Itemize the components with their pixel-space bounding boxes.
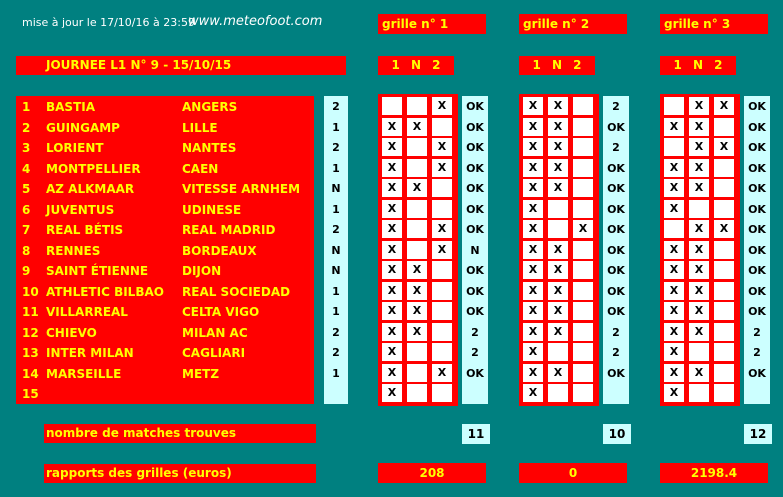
grid-ok-cell: 2 — [753, 346, 761, 359]
grid-ok-cell: OK — [748, 223, 766, 236]
grid-cell[interactable]: X — [689, 118, 709, 136]
grid-cell[interactable] — [432, 384, 452, 402]
grid-cell[interactable]: X — [664, 282, 684, 300]
away-team: REAL SOCIEDAD — [182, 284, 291, 299]
grid-cell[interactable]: X — [382, 159, 402, 177]
col-label-1: 1 — [391, 58, 400, 72]
grid-ok-cell: OK — [748, 182, 766, 195]
away-team: METZ — [182, 366, 220, 381]
grid-ok-cell: 2 — [612, 100, 620, 113]
grid-cell[interactable]: X — [689, 97, 709, 115]
grid-cell[interactable] — [407, 241, 427, 259]
home-team: LORIENT — [46, 141, 104, 155]
grid-ok-cell: 2 — [612, 325, 620, 339]
grid-cell[interactable] — [432, 302, 452, 320]
grid-cell[interactable]: X — [689, 364, 709, 382]
match-result: 1 — [332, 161, 340, 175]
grid-cell[interactable] — [432, 282, 452, 300]
grid-cell[interactable] — [407, 97, 427, 115]
match-result: 2 — [332, 100, 340, 113]
grid-ok-cell: OK — [466, 120, 484, 134]
grid-cell[interactable] — [714, 323, 734, 341]
grid-cell[interactable] — [432, 200, 452, 218]
col-label-n: N — [410, 58, 422, 72]
grid-cell[interactable] — [573, 343, 593, 361]
matches-list — [16, 96, 314, 404]
match-result: 1 — [332, 366, 340, 380]
grid-cell[interactable] — [407, 364, 427, 382]
grid-ok-cell — [462, 384, 488, 404]
grid-cell[interactable]: X — [664, 384, 684, 402]
home-team: VILLARREAL — [46, 305, 128, 319]
grid-cell[interactable]: X — [664, 343, 684, 361]
match-number: 2 — [22, 120, 31, 135]
col-label-1: 1 — [532, 58, 541, 72]
grid-cell[interactable]: X — [523, 384, 543, 402]
grid-1-marks — [378, 94, 458, 406]
grid-cell[interactable]: X — [432, 97, 452, 115]
grid-cell[interactable]: X — [523, 220, 543, 238]
grid-ok-cell: N — [470, 243, 480, 257]
home-team: INTER MILAN — [46, 346, 134, 360]
grid-cell[interactable]: X — [382, 118, 402, 136]
grid-cell[interactable]: X — [523, 282, 543, 300]
grid-cell[interactable]: X — [523, 138, 543, 156]
grid-cell[interactable]: X — [548, 323, 568, 341]
home-team: AZ ALKMAAR — [46, 182, 135, 196]
grid-cell[interactable]: X — [523, 343, 543, 361]
match-number: 4 — [22, 161, 31, 176]
grid-cell[interactable]: X — [689, 302, 709, 320]
grid-cell[interactable] — [573, 323, 593, 341]
home-team: SAINT ÉTIENNE — [46, 264, 149, 278]
grid-cell[interactable]: X — [407, 282, 427, 300]
grid-cell[interactable]: X — [664, 118, 684, 136]
grid-cell[interactable]: X — [382, 138, 402, 156]
grid-1-title: grille n° 1 — [378, 14, 486, 34]
grid-cell[interactable]: X — [382, 384, 402, 402]
match-row — [16, 179, 314, 199]
match-number: 12 — [22, 325, 39, 340]
grid-ok-cell: OK — [466, 100, 484, 113]
match-number: 10 — [22, 284, 39, 299]
grid-ok-cell: 2 — [612, 346, 620, 359]
home-team: RENNES — [46, 243, 101, 258]
away-team: BORDEAUX — [182, 243, 257, 258]
grid-ok-cell: OK — [607, 366, 625, 380]
grid-cell[interactable]: X — [407, 302, 427, 320]
grid-ok-cell: OK — [466, 305, 484, 318]
home-team: MONTPELLIER — [46, 161, 141, 176]
grid-cell[interactable] — [714, 241, 734, 259]
grid-ok-cell: OK — [607, 264, 625, 277]
grid-cell[interactable] — [714, 200, 734, 218]
match-number: 8 — [22, 243, 31, 258]
grid-cell[interactable]: X — [382, 220, 402, 238]
grid-ok-cell: OK — [466, 284, 484, 298]
grid-cell[interactable] — [407, 343, 427, 361]
grid-cell[interactable]: X — [407, 323, 427, 341]
grid-1-ok-column — [462, 96, 488, 404]
grid-cell[interactable]: X — [548, 179, 568, 197]
grid-cell[interactable] — [432, 261, 452, 279]
match-row — [16, 282, 314, 302]
grid-cell[interactable] — [548, 220, 568, 238]
grid-ok-cell: OK — [607, 305, 625, 318]
grid-ok-cell: OK — [466, 182, 484, 195]
match-result: 2 — [332, 141, 340, 154]
grid-cell[interactable]: X — [664, 200, 684, 218]
grid-2-ok-column — [603, 96, 629, 404]
grid-cell[interactable]: X — [432, 138, 452, 156]
grid-cell[interactable]: X — [548, 261, 568, 279]
grid-cell[interactable]: X — [689, 323, 709, 341]
grid-cell[interactable]: X — [548, 282, 568, 300]
grid-cell[interactable] — [689, 384, 709, 402]
away-team: UDINESE — [182, 202, 242, 217]
grid-ok-cell: OK — [748, 284, 766, 298]
grid-cell[interactable]: X — [664, 302, 684, 320]
grid-cell[interactable] — [714, 343, 734, 361]
results-column — [324, 96, 348, 404]
grid-ok-cell: OK — [607, 223, 625, 236]
match-row — [16, 343, 314, 363]
grid-cell[interactable] — [407, 138, 427, 156]
grid-1-count: 11 — [462, 424, 490, 444]
grid-1-col-labels — [378, 56, 454, 75]
grid-cell[interactable] — [714, 159, 734, 177]
grid-cell[interactable]: X — [432, 241, 452, 259]
grid-ok-cell: OK — [748, 202, 766, 216]
grid-cell[interactable]: X — [689, 138, 709, 156]
grid-cell[interactable]: X — [714, 220, 734, 238]
match-row — [16, 118, 314, 138]
grid-cell[interactable] — [573, 282, 593, 300]
grid-ok-cell: 2 — [753, 325, 761, 339]
grid-cell[interactable] — [432, 323, 452, 341]
grid-ok-cell: OK — [466, 161, 484, 175]
grid-2-title: grille n° 2 — [519, 14, 627, 34]
match-result: 2 — [332, 325, 340, 339]
match-number: 7 — [22, 223, 31, 237]
grid-ok-cell: OK — [748, 243, 766, 257]
grid-1-payout: 208 — [378, 463, 486, 483]
match-result: N — [331, 264, 341, 277]
grid-cell[interactable]: X — [523, 200, 543, 218]
grid-cell[interactable] — [548, 384, 568, 402]
grid-cell[interactable] — [714, 364, 734, 382]
home-team: ATHLETIC BILBAO — [46, 284, 164, 299]
match-row — [16, 200, 314, 220]
grid-ok-cell: OK — [466, 202, 484, 216]
grid-ok-cell: OK — [748, 120, 766, 134]
grid-2-payout: 0 — [519, 463, 627, 483]
grid-cell[interactable]: X — [407, 179, 427, 197]
grid-ok-cell: OK — [607, 284, 625, 298]
grid-cell[interactable]: X — [523, 323, 543, 341]
grid-cell[interactable] — [714, 118, 734, 136]
site-link[interactable]: www.meteofoot.com — [188, 14, 323, 29]
grid-cell[interactable]: X — [523, 179, 543, 197]
grid-cell[interactable] — [573, 261, 593, 279]
grid-cell[interactable] — [714, 302, 734, 320]
match-result: 2 — [332, 223, 340, 236]
grid-ok-cell — [744, 384, 770, 404]
grid-cell[interactable]: X — [432, 159, 452, 177]
grid-cell[interactable]: X — [689, 179, 709, 197]
grid-cell[interactable] — [573, 179, 593, 197]
grid-ok-cell: OK — [607, 202, 625, 216]
away-team: REAL MADRID — [182, 223, 276, 237]
home-team: MARSEILLE — [46, 366, 122, 381]
grid-cell[interactable]: X — [689, 261, 709, 279]
match-result: N — [331, 243, 341, 257]
match-result: 2 — [332, 346, 340, 359]
away-team: MILAN AC — [182, 325, 248, 340]
grid-cell[interactable] — [573, 97, 593, 115]
match-row — [16, 220, 314, 240]
grid-cell[interactable] — [714, 384, 734, 402]
grid-cell[interactable]: X — [432, 364, 452, 382]
col-label-2: 2 — [573, 58, 582, 72]
grid-cell[interactable] — [407, 159, 427, 177]
grid-cell[interactable] — [432, 118, 452, 136]
journee-title: JOURNEE L1 N° 9 - 15/10/15 — [16, 56, 346, 75]
grid-ok-cell: OK — [466, 366, 484, 380]
match-number: 6 — [22, 202, 31, 217]
grid-cell[interactable] — [664, 97, 684, 115]
grid-cell[interactable]: X — [664, 364, 684, 382]
match-row — [16, 138, 314, 158]
grid-cell[interactable]: X — [382, 200, 402, 218]
grid-3-ok-column — [744, 96, 770, 404]
grid-ok-cell: OK — [748, 161, 766, 175]
away-team: CAGLIARI — [182, 346, 246, 360]
grid-cell[interactable]: X — [523, 302, 543, 320]
grid-cell[interactable]: X — [382, 364, 402, 382]
grid-cell[interactable]: X — [382, 241, 402, 259]
grid-ok-cell: OK — [466, 264, 484, 277]
match-number: 1 — [22, 100, 31, 114]
grid-cell[interactable]: X — [548, 97, 568, 115]
grid-cell[interactable] — [573, 138, 593, 156]
grid-cell[interactable]: X — [382, 179, 402, 197]
grid-cell[interactable]: X — [382, 323, 402, 341]
grid-cell[interactable]: X — [664, 261, 684, 279]
grid-ok-cell: OK — [607, 120, 625, 134]
grid-cell[interactable]: X — [382, 282, 402, 300]
grid-cell[interactable] — [714, 179, 734, 197]
away-team: VITESSE ARNHEM — [182, 182, 301, 196]
match-row — [16, 302, 314, 322]
away-team: LILLE — [182, 120, 218, 135]
grid-ok-cell: OK — [748, 264, 766, 277]
grid-cell[interactable]: X — [664, 323, 684, 341]
home-team: CHIEVO — [46, 325, 97, 340]
grid-cell[interactable]: X — [714, 97, 734, 115]
grid-3-col-labels — [660, 56, 736, 75]
grid-2-count: 10 — [603, 424, 631, 444]
grid-cell[interactable] — [573, 159, 593, 177]
update-timestamp: mise à jour le 17/10/16 à 23:59 — [22, 16, 195, 29]
match-number: 13 — [22, 346, 39, 360]
grid-cell[interactable]: X — [664, 241, 684, 259]
match-result: 1 — [332, 120, 340, 134]
grid-cell[interactable] — [689, 200, 709, 218]
grid-cell[interactable]: X — [523, 159, 543, 177]
grid-3-payout: 2198.4 — [660, 463, 768, 483]
match-result: N — [331, 182, 341, 195]
grid-cell[interactable]: X — [548, 302, 568, 320]
grid-3-marks — [660, 94, 740, 406]
grid-cell[interactable] — [432, 179, 452, 197]
col-label-1: 1 — [673, 58, 682, 72]
home-team: BASTIA — [46, 100, 96, 114]
grid-cell[interactable] — [714, 261, 734, 279]
match-row — [16, 364, 314, 384]
grid-ok-cell — [603, 384, 629, 404]
col-label-n: N — [551, 58, 563, 72]
away-team: CAEN — [182, 161, 219, 176]
grid-cell[interactable]: X — [689, 282, 709, 300]
col-label-n: N — [692, 58, 704, 72]
grid-cell[interactable]: X — [714, 138, 734, 156]
match-row — [16, 384, 314, 404]
match-row — [16, 261, 314, 281]
away-team: ANGERS — [182, 100, 238, 114]
grid-cell[interactable] — [689, 343, 709, 361]
grid-cell[interactable] — [573, 118, 593, 136]
match-row — [16, 241, 314, 261]
grid-cell[interactable]: X — [432, 220, 452, 238]
grid-cell[interactable] — [573, 241, 593, 259]
home-team: JUVENTUS — [46, 202, 115, 217]
home-team: REAL BÉTIS — [46, 223, 124, 237]
grid-cell[interactable]: X — [548, 364, 568, 382]
grid-ok-cell: OK — [748, 305, 766, 318]
grid-2-col-labels — [519, 56, 595, 75]
match-result: 1 — [332, 202, 340, 216]
match-result: 1 — [332, 284, 340, 298]
grid-cell[interactable]: X — [548, 118, 568, 136]
match-row — [16, 323, 314, 343]
grid-ok-cell: OK — [748, 366, 766, 380]
grid-cell[interactable]: X — [548, 138, 568, 156]
grid-cell[interactable]: X — [407, 118, 427, 136]
grid-cell[interactable] — [664, 220, 684, 238]
grid-cell[interactable] — [573, 384, 593, 402]
match-number: 14 — [22, 366, 39, 381]
grid-ok-cell: OK — [748, 141, 766, 154]
grid-cell[interactable] — [664, 138, 684, 156]
away-team: DIJON — [182, 264, 222, 278]
match-row — [16, 97, 314, 117]
grid-cell[interactable]: X — [523, 261, 543, 279]
grid-ok-cell: 2 — [471, 325, 479, 339]
grid-ok-cell: OK — [748, 100, 766, 113]
grid-cell[interactable]: X — [689, 241, 709, 259]
grid-cell[interactable]: X — [689, 159, 709, 177]
grid-cell[interactable] — [432, 343, 452, 361]
grid-ok-cell: 2 — [612, 141, 620, 154]
away-team: CELTA VIGO — [182, 305, 260, 319]
grid-cell[interactable] — [407, 384, 427, 402]
grid-cell[interactable] — [573, 302, 593, 320]
grid-cell[interactable]: X — [523, 118, 543, 136]
grid-3-title: grille n° 3 — [660, 14, 768, 34]
grid-cell[interactable]: X — [382, 343, 402, 361]
grid-cell[interactable] — [382, 97, 402, 115]
grid-cell[interactable]: X — [664, 159, 684, 177]
match-number: 5 — [22, 182, 31, 196]
match-number: 3 — [22, 141, 31, 155]
match-number: 9 — [22, 264, 31, 278]
grid-cell[interactable]: X — [523, 364, 543, 382]
grid-cell[interactable]: X — [523, 97, 543, 115]
payouts-label: rapports des grilles (euros) — [44, 464, 316, 483]
match-result: 1 — [332, 305, 340, 318]
grid-ok-cell: OK — [466, 223, 484, 236]
grid-cell[interactable] — [407, 200, 427, 218]
match-number: 15 — [22, 387, 39, 401]
grid-ok-cell: 2 — [471, 346, 479, 359]
grid-ok-cell: OK — [607, 161, 625, 175]
grid-cell[interactable]: X — [573, 220, 593, 238]
grid-3-count: 12 — [744, 424, 772, 444]
match-number: 11 — [22, 305, 39, 319]
matches-found-label: nombre de matches trouves — [44, 424, 316, 443]
home-team: GUINGAMP — [46, 120, 120, 135]
grid-cell[interactable] — [714, 282, 734, 300]
grid-cell[interactable]: X — [548, 159, 568, 177]
grid-ok-cell: OK — [607, 243, 625, 257]
col-label-2: 2 — [432, 58, 441, 72]
grid-cell[interactable]: X — [382, 302, 402, 320]
grid-cell[interactable] — [548, 343, 568, 361]
col-label-2: 2 — [714, 58, 723, 72]
grid-cell[interactable] — [573, 364, 593, 382]
grid-cell[interactable]: X — [523, 241, 543, 259]
grid-cell[interactable]: X — [407, 261, 427, 279]
grid-cell[interactable]: X — [664, 179, 684, 197]
match-row — [16, 159, 314, 179]
grid-cell[interactable] — [573, 200, 593, 218]
grid-cell[interactable]: X — [548, 241, 568, 259]
grid-ok-cell: OK — [607, 182, 625, 195]
match-result — [324, 384, 348, 404]
grid-cell[interactable]: X — [382, 261, 402, 279]
grid-cell[interactable]: X — [689, 220, 709, 238]
away-team: NANTES — [182, 141, 237, 155]
grid-ok-cell: OK — [466, 141, 484, 154]
grid-2-marks — [519, 94, 599, 406]
grid-cell[interactable] — [407, 220, 427, 238]
grid-cell[interactable] — [548, 200, 568, 218]
